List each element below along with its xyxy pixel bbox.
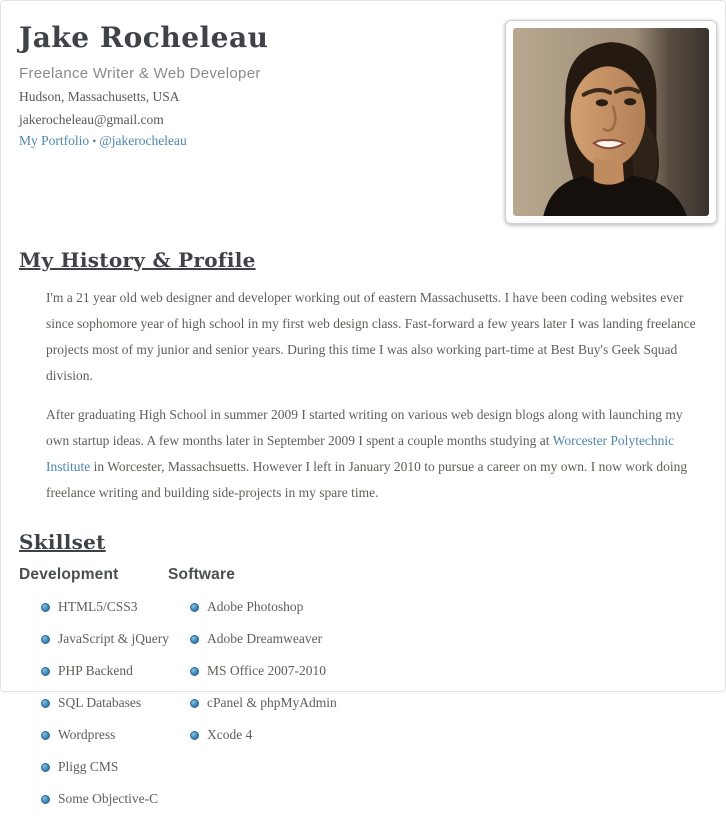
bullet-icon — [41, 667, 50, 676]
skills-columns — [19, 566, 713, 824]
list-item — [41, 792, 168, 806]
list-item — [41, 664, 168, 678]
profile-photo — [513, 28, 709, 216]
wpi-link[interactable]: Worcester Polytechnic Institute — [46, 433, 675, 474]
software-column-title: Software — [168, 566, 236, 583]
bullet-icon — [41, 795, 50, 804]
skill-label: JavaScript & jQuery — [58, 631, 169, 646]
skill-label: cPanel & phpMyAdmin — [207, 695, 337, 710]
development-column-title: Development — [19, 566, 119, 583]
skill-label: HTML5/CSS3 — [58, 599, 138, 614]
bullet-icon — [190, 603, 199, 612]
email-text: jakerocheleau@gmail.com — [19, 112, 164, 127]
skill-label: SQL Databases — [58, 695, 142, 710]
history-paragraph-1: I'm a 21 year old web designer and developer working out of eastern Massachusetts. I have been coding websites ever since sophomore year of high school in my first web design class. Fast-forward a few years later I was landing freelance projects most of my junior and senior years. During this time I was also working part-time at Best Buy's Geek Squad division. — [46, 290, 696, 383]
header — [19, 21, 713, 149]
list-item — [190, 600, 408, 614]
list-item — [190, 728, 408, 742]
list-item — [41, 632, 168, 646]
list-item — [41, 760, 168, 774]
list-item — [41, 728, 168, 742]
location-text: Hudson, Massachusetts, USA — [19, 89, 180, 104]
bullet-icon — [41, 635, 50, 644]
list-item — [41, 600, 168, 614]
skillset-section-heading: Skillset — [19, 530, 106, 554]
skill-label: Adobe Photoshop — [207, 599, 304, 614]
list-item — [41, 696, 168, 710]
bullet-icon — [190, 731, 199, 740]
job-title: Freelance Writer & Web Developer — [19, 65, 261, 82]
skill-label: Some Objective-C — [58, 791, 159, 806]
bullet-icon — [190, 667, 199, 676]
bullet-icon — [41, 603, 50, 612]
list-item — [190, 632, 408, 646]
profile-photo-frame — [505, 20, 717, 224]
skill-label: Pligg CMS — [58, 759, 119, 774]
page-title: Jake Rocheleau — [19, 21, 269, 54]
dot-separator: • — [92, 134, 97, 148]
skill-label: PHP Backend — [58, 663, 133, 678]
software-column — [168, 566, 408, 824]
paragraph-2-text-before: After graduating High School in summer 2009 I started writing on various web design blogs along with launching my own startup ideas. A few months later in September 2009 I spent a couple months studying at — [46, 407, 683, 448]
skill-label: MS Office 2007-2010 — [207, 663, 326, 678]
portfolio-link[interactable]: My Portfolio — [19, 133, 90, 148]
bullet-icon — [190, 699, 199, 708]
paragraph-2-text-after: in Worcester, Massachsuetts. However I left in January 2010 to pursue a career on my own. I now work doing freelance writing and building side-projects in my spare time. — [46, 459, 688, 500]
bullet-icon — [41, 731, 50, 740]
twitter-link[interactable]: @jakerocheleau — [99, 133, 187, 148]
bullet-icon — [190, 635, 199, 644]
development-column — [19, 566, 168, 824]
history-section-heading: My History & Profile — [19, 248, 256, 272]
skill-label: Adobe Dreamweaver — [207, 631, 323, 646]
skill-label: Wordpress — [58, 727, 116, 742]
skill-label: Xcode 4 — [207, 727, 253, 742]
list-item — [190, 696, 408, 710]
development-skill-list — [19, 600, 168, 806]
resume-page — [1, 1, 726, 806]
list-item — [190, 664, 408, 678]
bullet-icon — [41, 763, 50, 772]
bullet-icon — [41, 699, 50, 708]
software-skill-list — [168, 600, 408, 742]
history-paragraph-2 — [46, 402, 705, 506]
